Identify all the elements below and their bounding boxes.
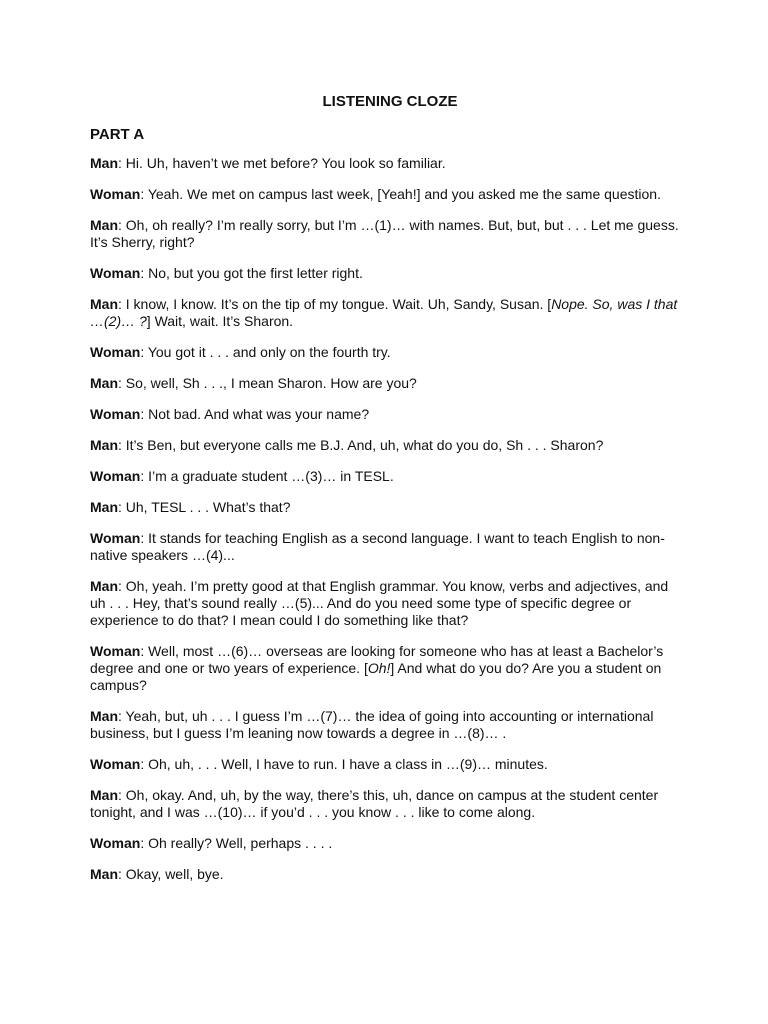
speaker-label: Woman [90,265,141,281]
speaker-label: Man [90,296,118,312]
turn-text: : Yeah, but, uh . . . I guess I’m …(7)… the idea of going into accounting or international business, but I guess I’m leaning now towards a degree in …(8)… . [90,708,654,741]
dialogue-turn [90,835,680,852]
speaker-label: Woman [90,186,141,202]
turn-text: : I know, I know. It’s on the tip of my tongue. Wait. Uh, Sandy, Susan. [ [118,296,552,312]
dialogue-turn [90,530,680,564]
dialogue-turn [90,344,680,361]
dialogue-turn [90,787,680,821]
speaker-label: Woman [90,756,141,772]
speaker-label: Woman [90,835,141,851]
turn-text: : Oh really? Well, perhaps . . . . [140,835,333,851]
speaker-label: Woman [90,643,141,659]
speaker-label: Woman [90,468,141,484]
speaker-label: Woman [90,530,141,546]
dialogue-turn [90,756,680,773]
turn-text: : So, well, Sh . . ., I mean Sharon. How are you? [118,375,417,391]
dialogue-turn [90,406,680,423]
speaker-label: Woman [90,344,141,360]
dialogue-turn [90,866,680,883]
dialogue-turn [90,217,680,251]
speaker-label: Man [90,437,118,453]
dialogue-turn [90,437,680,454]
turn-text: : It stands for teaching English as a second language. I want to teach English to non-native speakers …(4)... [90,530,665,563]
dialogue-turn [90,578,680,629]
document-title: LISTENING CLOZE [322,93,458,110]
turn-text: : You got it . . . and only on the fourth try. [140,344,391,360]
dialogue-turn [90,708,680,742]
turn-text: : It’s Ben, but everyone calls me B.J. And, uh, what do you do, Sh . . . Sharon? [118,437,604,453]
turn-text: : Oh, yeah. I’m pretty good at that English grammar. You know, verbs and adjectives, and uh . . . Hey, that’s sound really …(5)... And do you need some type of specific degree or experience to do that? I mean could I do something like that? [90,578,669,628]
turn-text: : I’m a graduate student …(3)… in TESL. [140,468,394,484]
turn-text: : Oh, oh really? I’m really sorry, but I’m …(1)… with names. But, but, but . . . Let me guess. It’s Sherry, right? [90,217,679,250]
turn-text: : Yeah. We met on campus last week, [Yeah!] and you asked me the same question. [140,186,661,202]
turn-text: : Well, most …(6)… overseas are looking for someone who has at least a Bachelor’s degree and one or two years of experience. [ [90,643,664,676]
dialogue-turn [90,186,680,203]
turn-text: : Uh, TESL . . . What’s that? [118,499,291,515]
speaker-label: Man [90,578,118,594]
turn-text: : Oh, uh, . . . Well, I have to run. I have a class in …(9)… minutes. [140,756,548,772]
turn-italic-text: Oh! [367,660,391,676]
speaker-label: Man [90,155,118,171]
turn-text: : Okay, well, bye. [118,866,224,882]
speaker-label: Man [90,217,118,233]
dialogue-turn [90,643,680,694]
dialogue-turn [90,375,680,392]
turn-text: ] And what do you do? Are you a student on campus? [90,660,662,693]
speaker-label: Woman [90,406,141,422]
speaker-label: Man [90,499,118,515]
speaker-label: Man [90,708,118,724]
part-heading: PART A [90,126,145,143]
speaker-label: Man [90,866,118,882]
turn-text: ] Wait, wait. It’s Sharon. [146,313,294,329]
document-page [90,92,690,897]
turn-text: : Hi. Uh, haven’t we met before? You look so familiar. [118,155,446,171]
turn-italic-text: Nope. So, was I that …(2)… ? [90,296,678,329]
dialogue-turn [90,468,680,485]
dialogue-turn [90,265,680,282]
dialogue-turn [90,155,680,172]
speaker-label: Man [90,787,118,803]
turn-text: : Oh, okay. And, uh, by the way, there’s this, uh, dance on campus at the student center tonight, and I was …(10)… if you’d . . . you know . . . like to come along. [90,787,659,820]
turn-text: : No, but you got the first letter right. [140,265,363,281]
dialogue-turn [90,296,680,330]
turn-text: : Not bad. And what was your name? [140,406,370,422]
dialogue-turn [90,499,680,516]
speaker-label: Man [90,375,118,391]
